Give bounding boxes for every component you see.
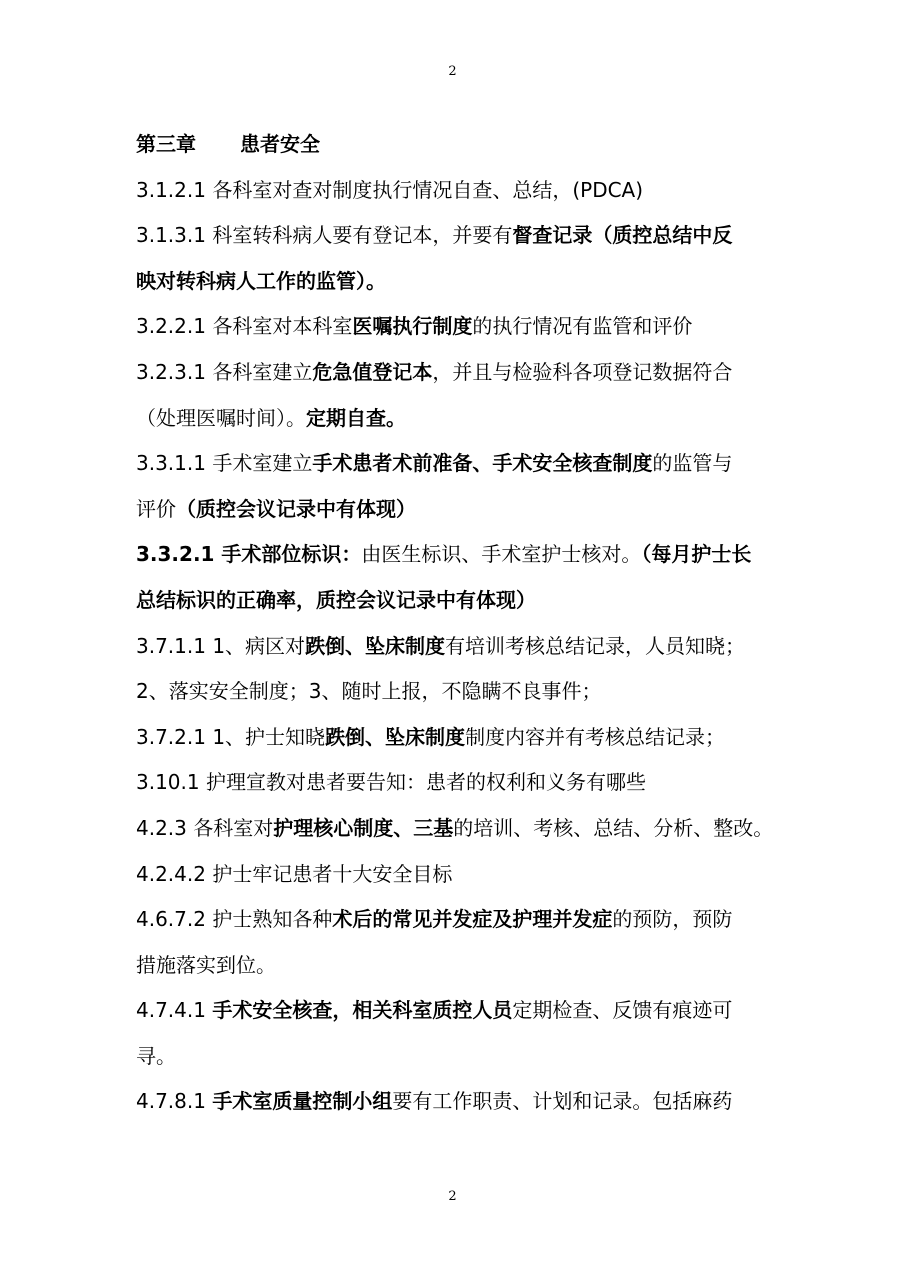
bold-text: 3.3.2.1 bbox=[136, 542, 222, 567]
text-line bbox=[136, 441, 776, 487]
text-line bbox=[136, 988, 776, 1034]
text-segment: 的监管与 bbox=[652, 451, 733, 476]
text-segment: ，并且与检验科各项登记数据符合 bbox=[432, 359, 733, 384]
text-segment: 的执行情况有监管和评价 bbox=[472, 314, 693, 339]
bold-text: 医嘱执行制度 bbox=[352, 314, 473, 339]
text-line bbox=[136, 1079, 776, 1125]
text-line bbox=[136, 304, 776, 350]
bold-text: 手术部位标识： bbox=[221, 542, 362, 567]
text-line bbox=[136, 760, 776, 806]
text-line bbox=[136, 669, 776, 715]
text-segment: 评价 bbox=[136, 496, 176, 521]
page-number-top: 2 bbox=[448, 64, 457, 79]
document-body bbox=[136, 122, 776, 1125]
text-line bbox=[136, 1034, 776, 1080]
bold-text: 手术室质量控制小组 bbox=[212, 1089, 393, 1114]
text-segment: 3.1.2.1 各科室对查对制度执行情况自查、总结，(PDCA) bbox=[136, 177, 644, 202]
text-segment: 4.2.3 各科室对 bbox=[136, 815, 274, 840]
text-segment: 3.7.1.1 1、病区对 bbox=[136, 633, 306, 658]
bold-text: 总结标识的正确率，质控会议记录中有体现） bbox=[136, 587, 536, 612]
text-segment: 4.2.4.2 护士牢记患者十大安全目标 bbox=[136, 861, 453, 886]
text-segment: 3.2.3.1 各科室建立 bbox=[136, 359, 313, 384]
text-segment: 4.7.4.1 bbox=[136, 998, 213, 1023]
text-segment: 4.7.8.1 bbox=[136, 1089, 213, 1114]
text-line bbox=[136, 350, 776, 396]
chapter-label: 第三章 bbox=[136, 132, 196, 156]
text-segment: 措施落实到位。 bbox=[136, 952, 276, 977]
chapter-name: 患者安全 bbox=[240, 132, 320, 156]
text-line bbox=[136, 487, 776, 533]
text-line bbox=[136, 578, 776, 624]
bold-text: （每月护士长 bbox=[641, 542, 752, 567]
bold-text: 映对转科病人工作的监管）。 bbox=[136, 268, 386, 293]
text-line bbox=[136, 213, 776, 259]
text-segment: （处理医嘱时间）。 bbox=[136, 405, 306, 430]
text-segment: 要有工作职责、计划和记录。包括麻药 bbox=[392, 1089, 733, 1114]
text-segment: 4.6.7.2 护士熟知各种 bbox=[136, 907, 333, 932]
text-line bbox=[136, 715, 776, 761]
text-line bbox=[136, 897, 776, 943]
bold-text: 跌倒、坠床制度 bbox=[305, 633, 446, 658]
bold-text: 危急值登记本 bbox=[312, 359, 433, 384]
text-segment: 3.7.2.1 1、护士知晓 bbox=[136, 724, 326, 749]
page-number-bottom: 2 bbox=[448, 1189, 457, 1204]
text-segment: 寻。 bbox=[136, 1043, 176, 1068]
text-segment: 3.3.1.1 手术室建立 bbox=[136, 451, 313, 476]
text-segment: 有培训考核总结记录，人员知晓； bbox=[445, 633, 746, 658]
text-line bbox=[136, 806, 776, 852]
bold-text: 督查记录（质控总结中反 bbox=[512, 223, 733, 248]
text-segment: 制度内容并有考核总结记录； bbox=[465, 724, 726, 749]
text-segment: 3.2.2.1 各科室对本科室 bbox=[136, 314, 353, 339]
text-segment: 的预防，预防 bbox=[612, 907, 733, 932]
bold-text: （质控会议记录中有体现） bbox=[176, 496, 416, 521]
bold-text: 手术患者术前准备、手术安全核查制度 bbox=[312, 451, 653, 476]
bold-text: 术后的常见并发症及护理并发症 bbox=[332, 907, 613, 932]
text-line bbox=[136, 259, 776, 305]
text-segment: 定期检查、反馈有痕迹可 bbox=[512, 998, 733, 1023]
text-segment: 3.1.3.1 科室转科病人要有登记本，并要有 bbox=[136, 223, 513, 248]
text-line bbox=[136, 396, 776, 442]
text-line bbox=[136, 168, 776, 214]
text-segment: 的培训、考核、总结、分析、整改。 bbox=[453, 815, 774, 840]
bold-text: 跌倒、坠床制度 bbox=[325, 724, 466, 749]
bold-text: 护理核心制度、三基 bbox=[273, 815, 454, 840]
bold-text: 定期自查。 bbox=[306, 405, 406, 430]
text-line bbox=[136, 852, 776, 898]
text-segment: 由医生标识、手术室护士核对。 bbox=[361, 542, 642, 567]
text-segment: 3.10.1 护理宣教对患者要告知：患者的权利和义务有哪些 bbox=[136, 770, 646, 795]
text-lines bbox=[136, 168, 776, 1125]
text-line bbox=[136, 943, 776, 989]
chapter-heading bbox=[136, 122, 776, 168]
text-line bbox=[136, 532, 776, 578]
text-segment: 2、落实安全制度；3、随时上报，不隐瞒不良事件； bbox=[136, 679, 602, 704]
text-line bbox=[136, 624, 776, 670]
bold-text: 手术安全核查，相关科室质控人员 bbox=[212, 998, 513, 1023]
